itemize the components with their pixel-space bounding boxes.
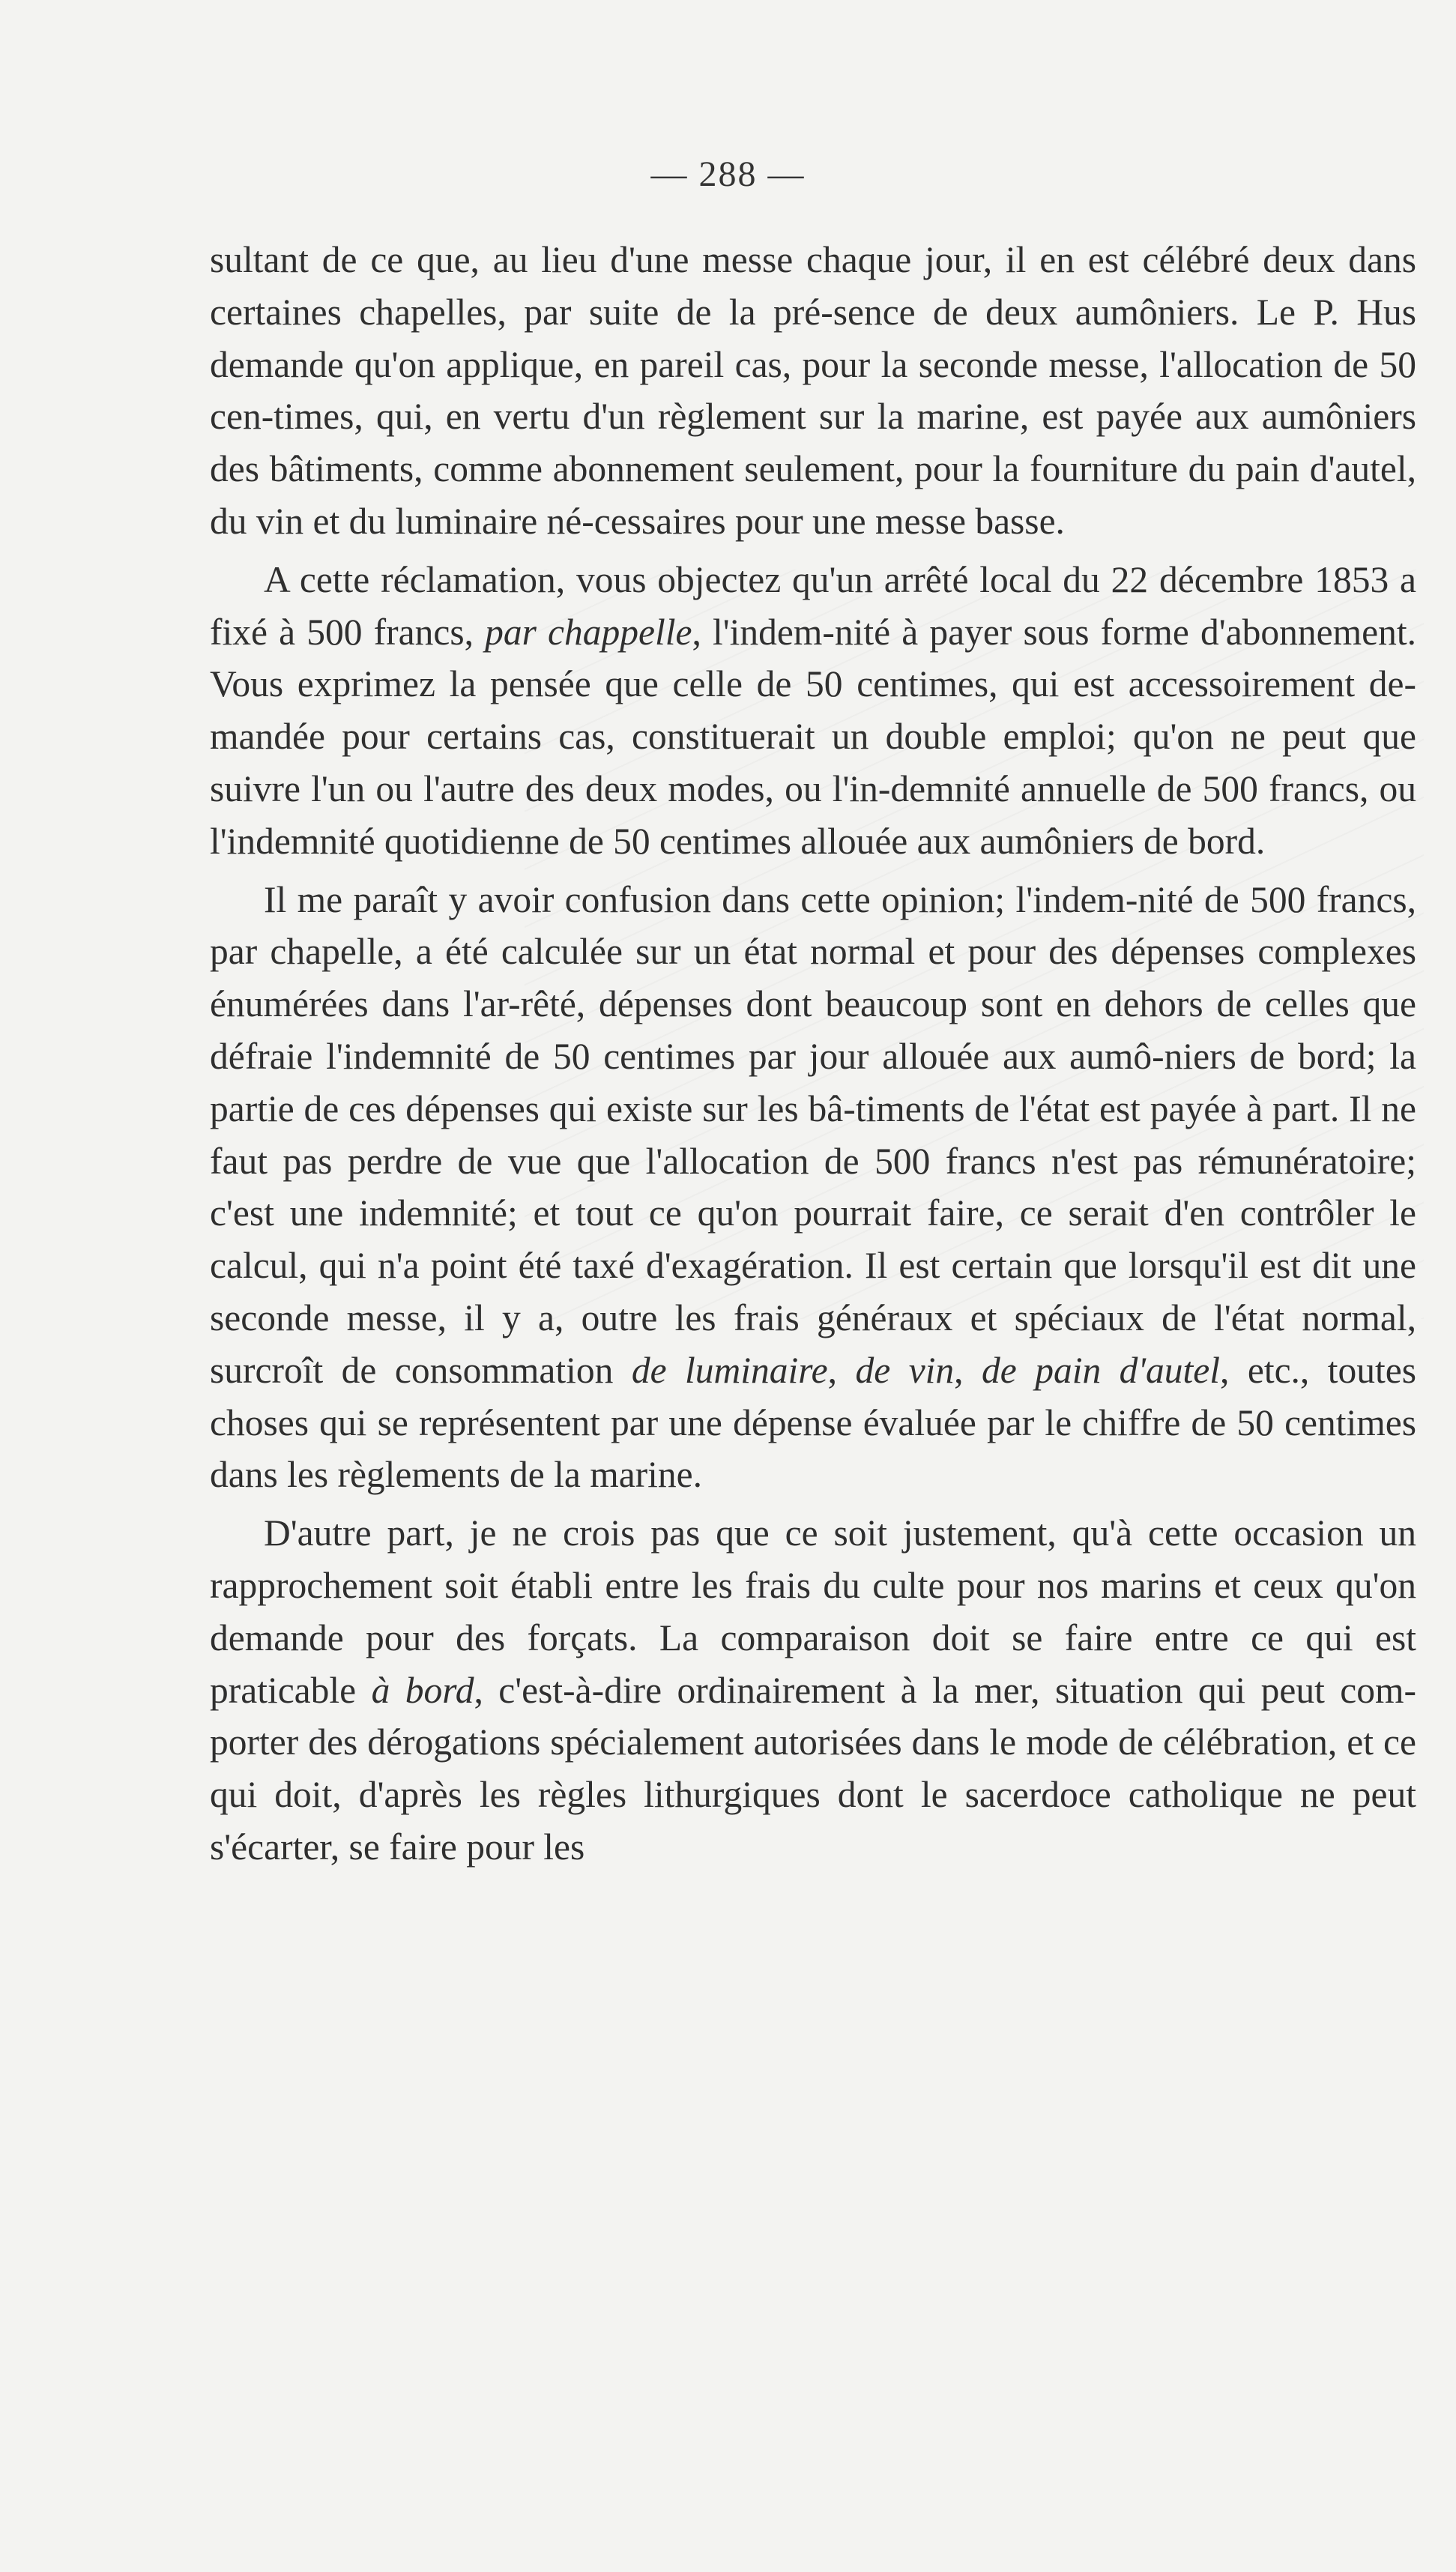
paragraph-4-text-b: , c'est-à-dire ordinairement à la mer, situation qui peut com-porter des dérogations spécialement autorisées dans le mode de célébration, et ce qui doit, d'après les règles lithurgiques dont le sacerdoce catholique ne peut s'écarter, se faire pour les [210,1669,1416,1868]
paragraph-1 [210,234,1416,548]
paragraph-2 [210,554,1416,868]
paragraph-3-text-b: , etc., toutes choses qui se représentent par une dépense évaluée par le chiffre de 50 centimes dans les règlements de la marine. [210,1349,1416,1496]
paragraph-4 [210,1507,1416,1874]
paragraph-2-italic-chappelle: par chappelle [485,611,692,653]
paragraph-2-text-b: , l'indem-nité à payer sous forme d'abonnement. Vous exprimez la pensée que celle de 50 centimes, qui est accessoirement de-mandée pour certains cas, constituerait un double emploi; qu'on ne peut que suivre l'un ou l'autre des deux modes, ou l'in-demnité annuelle de 500 francs, ou l'indemnité quotidienne de 50 centimes allouée aux aumôniers de bord. [210,611,1416,862]
paragraph-4-italic-a-bord: à bord [371,1669,474,1711]
paragraph-3-comma-2: , [954,1349,982,1391]
paragraph-3-comma-1: , [827,1349,856,1391]
paragraph-3-text-a: Il me paraît y avoir confusion dans cette opinion; l'indem-nité de 500 francs, par chapelle, a été calculée sur un état normal et pour des dépenses complexes énumérées dans l'ar-rêté, dépenses dont beaucoup sont en dehors de celles que défraie l'indemnité de 50 centimes par jour allouée aux aumô-niers de bord; la partie de ces dépenses qui existe sur les bâ-timents de l'état est payée à part. Il ne faut pas perdre de vue que l'allocation de 500 francs n'est pas rémunératoire; c'est une indemnité; et tout ce qu'on pourrait faire, ce serait d'en contrôler le calcul, qui n'a point été taxé d'exagération. Il est certain que lorsqu'il est dit une seconde messe, il y a, outre les frais généraux et spéciaux de l'état normal, surcroît de consommation [210,878,1416,1391]
paragraph-2-text-a: A cette réclamation, vous objectez qu'un arrêté local du 22 décembre 1853 a fixé à 500 francs, [210,558,1416,653]
paragraph-3 [210,874,1416,1502]
page-number: — 288 — [650,154,806,194]
paragraph-3-italic-vin: de vin [855,1349,955,1391]
paragraph-3-italic-pain-autel: de pain d'autel [982,1349,1220,1391]
body-text [210,234,1416,1874]
paragraph-3-italic-luminaire: de luminaire [631,1349,828,1391]
paragraph-4-text-a: D'autre part, je ne crois pas que ce soit justement, qu'à cette occasion un rapprochement soit établi entre les frais du culte pour nos marins et ceux qu'on demande pour des forçats. La comparaison doit se faire entre ce qui est praticable [210,1512,1416,1711]
paragraph-1-text: sultant de ce que, au lieu d'une messe chaque jour, il en est célébré deux dans certaines chapelles, par suite de la pré-sence de deux aumôniers. Le P. Hus demande qu'on applique, en pareil cas, pour la seconde messe, l'allocation de 50 cen-times, qui, en vertu d'un règlement sur la marine, est payée aux aumôniers des bâtiments, comme abonnement seulement, pour la fourniture du pain d'autel, du vin et du luminaire né-cessaires pour une messe basse. [210,239,1416,542]
